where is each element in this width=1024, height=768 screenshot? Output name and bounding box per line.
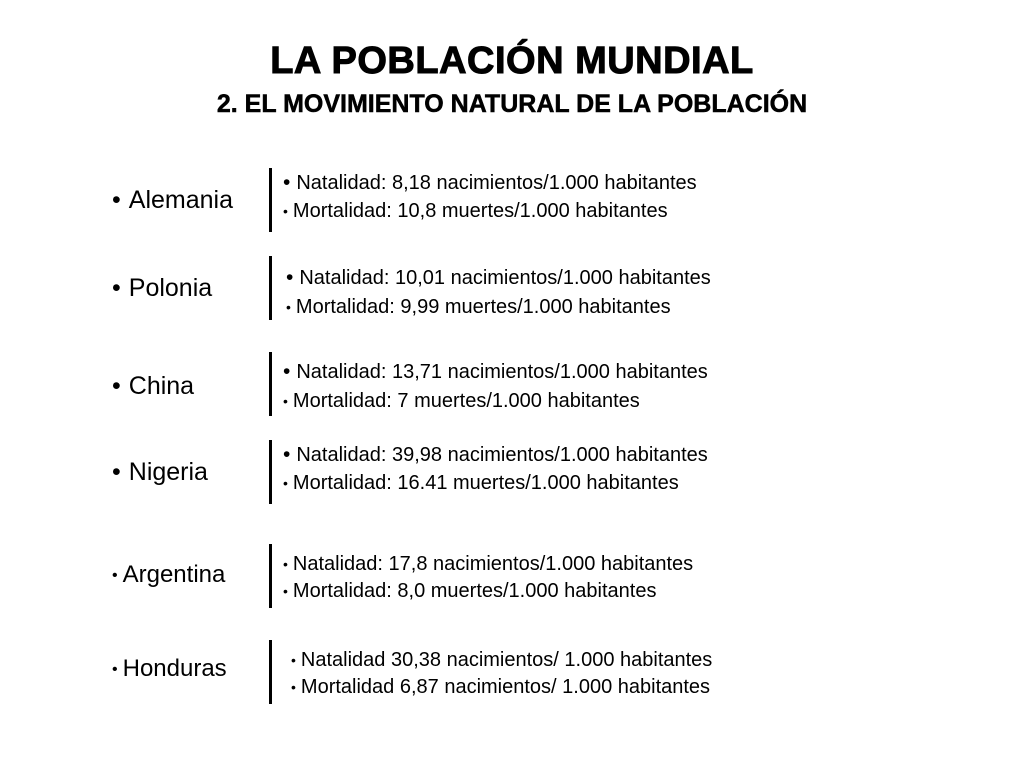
country-name: Alemania — [128, 186, 233, 214]
bullet-icon: • — [283, 475, 288, 491]
page-subtitle: 2. EL MOVIMIENTO NATURAL DE LA POBLACIÓN — [216, 90, 808, 118]
country-name: Argentina — [122, 561, 226, 588]
natalidad-line — [283, 360, 708, 384]
natalidad-line — [291, 648, 712, 672]
country-row-polonia — [0, 254, 1024, 324]
mortalidad-line — [283, 471, 679, 495]
country-label — [112, 185, 233, 215]
bullet-icon: • — [283, 203, 288, 219]
country-name: China — [128, 372, 195, 400]
divider-line — [269, 256, 272, 320]
divider-line — [269, 640, 272, 704]
bullet-icon: • — [283, 393, 288, 409]
mortalidad-text: Mortalidad: 8,0 muertes/1.000 habitantes — [292, 580, 657, 602]
divider-line — [269, 440, 272, 504]
bullet-icon: • — [112, 566, 118, 584]
mortalidad-text: Mortalidad: 16.41 muertes/1.000 habitantes — [292, 472, 679, 494]
country-name: Nigeria — [128, 458, 208, 486]
country-row-honduras — [0, 640, 1024, 710]
bullet-icon: • — [112, 458, 121, 486]
mortalidad-text: Mortalidad 6,87 nacimientos/ 1.000 habitantes — [300, 676, 711, 698]
bullet-icon: • — [283, 360, 291, 383]
divider-line — [269, 168, 272, 232]
country-label — [112, 560, 225, 591]
bullet-icon: • — [283, 443, 291, 466]
natalidad-line — [283, 443, 708, 467]
bullet-icon: • — [291, 652, 296, 668]
bullet-icon: • — [112, 372, 121, 400]
natalidad-line — [283, 171, 697, 195]
bullet-icon: • — [112, 274, 121, 302]
country-row-argentina — [0, 544, 1024, 614]
country-label — [112, 654, 227, 685]
bullet-icon: • — [283, 556, 288, 572]
mortalidad-text: Mortalidad: 10,8 muertes/1.000 habitantes — [292, 200, 668, 222]
bullet-icon: • — [286, 266, 294, 289]
country-name: Honduras — [122, 655, 227, 682]
page-title: LA POBLACIÓN MUNDIAL — [270, 40, 754, 82]
country-label — [112, 457, 208, 487]
mortalidad-line — [286, 295, 671, 319]
mortalidad-line — [283, 389, 640, 413]
country-label — [112, 273, 212, 303]
country-row-china — [0, 350, 1024, 420]
bullet-icon: • — [286, 299, 291, 315]
mortalidad-text: Mortalidad: 7 muertes/1.000 habitantes — [292, 390, 640, 412]
natalidad-text: Natalidad 30,38 nacimientos/ 1.000 habitantes — [300, 649, 713, 671]
mortalidad-line — [291, 675, 710, 699]
natalidad-line — [286, 266, 711, 290]
divider-line — [269, 544, 272, 608]
bullet-icon: • — [112, 660, 118, 678]
natalidad-text: Natalidad: 17,8 nacimientos/1.000 habitantes — [292, 553, 694, 575]
natalidad-text: Natalidad: 13,71 nacimientos/1.000 habitantes — [296, 361, 708, 383]
natalidad-text: Natalidad: 39,98 nacimientos/1.000 habitantes — [296, 444, 708, 466]
natalidad-text: Natalidad: 10,01 nacimientos/1.000 habitantes — [299, 267, 711, 289]
country-row-nigeria — [0, 438, 1024, 508]
bullet-icon: • — [283, 171, 291, 194]
natalidad-line — [283, 552, 693, 576]
mortalidad-line — [283, 199, 668, 223]
bullet-icon: • — [112, 186, 121, 214]
divider-line — [269, 352, 272, 416]
natalidad-text: Natalidad: 8,18 nacimientos/1.000 habitantes — [296, 172, 697, 194]
bullet-icon: • — [291, 679, 296, 695]
country-name: Polonia — [128, 274, 213, 302]
country-label — [112, 371, 194, 401]
mortalidad-line — [283, 579, 656, 603]
bullet-icon: • — [283, 583, 288, 599]
mortalidad-text: Mortalidad: 9,99 muertes/1.000 habitantes — [295, 296, 671, 318]
country-row-alemania — [0, 166, 1024, 236]
